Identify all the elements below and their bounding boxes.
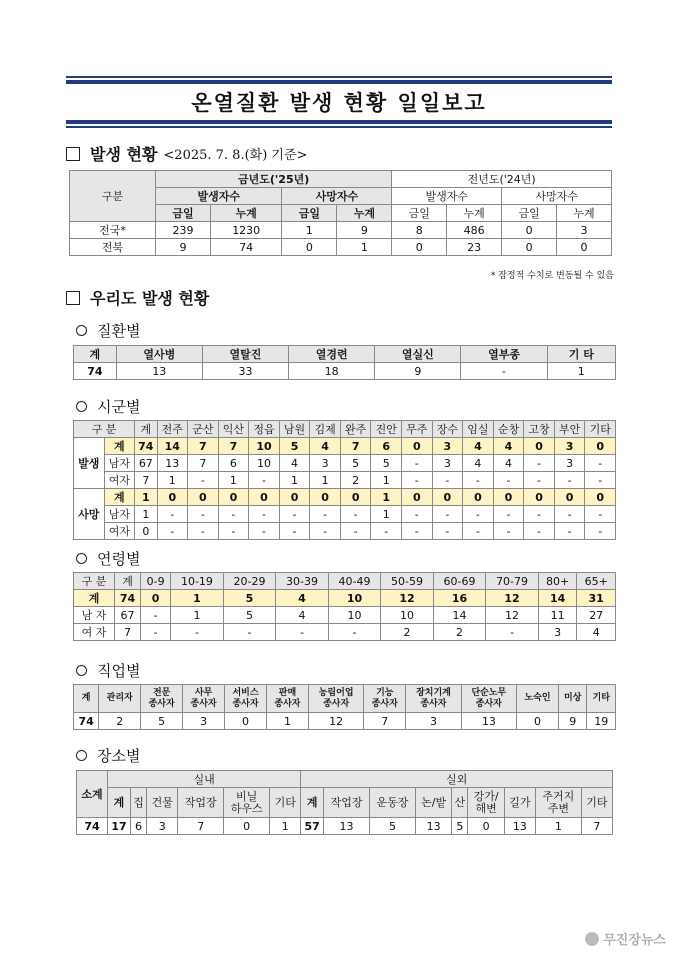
- title-bar: [66, 80, 612, 124]
- circle-icon: [76, 401, 87, 412]
- circle-icon: [76, 665, 87, 676]
- subsection-job: 직업별: [76, 660, 140, 681]
- footnote: * 잠정적 수치로 변동될 수 있음: [490, 271, 614, 281]
- table-row: 전국* 239 1230 1 9 8 486 0 3: [70, 222, 612, 239]
- section-local: 우리도 발생 현황: [66, 286, 209, 309]
- circle-icon: [76, 553, 87, 564]
- city-table: 구 분 계 전주 군산 익산 정읍 남원 김제 완주 진안 무주 장수 임실 순창 고창 부안 기타 발생 계 74 14 7 7 10 5 4 7 6 0 3 4 4 0 3 0 남자 67 13 7 6 10 4 3 5 5 - 3 4 4 - 3 - 여자 7 1 - 1 - 1 1 2 1 - - - - - - - 사망 계 1 0 0 0 0 0 0 0 1 0 0 0 0 0 0 0 남자 1 - - - - - - - 1 - - - - - - - 여자 0 - - - - - - - - - - - - - - -: [73, 420, 616, 540]
- circle-icon: [76, 750, 87, 761]
- disease-table: 계 열사병 열탈진 열경련 열실신 열부종 기 타 74 13 33 18 9 - 1: [73, 345, 616, 380]
- table-row: 전북 9 74 0 1 0 23 0 0: [70, 239, 612, 256]
- table-row: 여자 7 1 - 1 - 1 1 2 1 - - - - - - -: [74, 472, 616, 489]
- table-row: 남자 1 - - - - - - - 1 - - - - - - -: [74, 506, 616, 523]
- section-heading: 발생 현황: [90, 145, 158, 164]
- age-table: 구 분 계 0-9 10-19 20-29 30-39 40-49 50-59 60-69 70-79 80+ 65+ 계 74 0 1 5 4 10 12 16 12 14 31 남 자 67 - 1 5 4 10 10 14 12 11 27 여 자 7 - - - - - 2 2 - 3 4: [73, 572, 616, 641]
- table-row: 남 자 67 - 1 5 4 10 10 14 12 11 27: [74, 607, 616, 624]
- section-occurrence: [66, 142, 307, 165]
- place-table: 소계 실내 실외 계 집 건물 작업장 비닐 하우스 기타 계 작업장 운동장 논/밭 산 강가/ 해변 길가 주거지 주변 기타 74 17 6 3 7 0 1 57 13 5 13 5 0 13 1 7: [76, 770, 613, 835]
- job-table: 계 관리자 전문 종사자 사무 종사자 서비스 종사자 판매 종사자 농림어업 종사자 기능 종사자 장치기계 종사자 단순노무 종사자 노숙인 미상 기타 74 2 5 3 0 1 12 7 3 13 0 9 19: [73, 684, 616, 730]
- checkbox-icon: [66, 291, 80, 305]
- table-row: 계 74 0 1 5 4 10 12 16 12 14 31: [74, 590, 616, 607]
- table-row: 여 자 7 - - - - - 2 2 - 3 4: [74, 624, 616, 641]
- subsection-city: 시군별: [76, 396, 140, 417]
- reference-date: <2025. 7. 8.(화) 기준>: [163, 148, 308, 163]
- page-title: 온열질환 발생 현황 일일보고: [191, 91, 487, 115]
- circle-icon: [76, 325, 87, 336]
- table-row: 여자 0 - - - - - - - - - - - - - - -: [74, 523, 616, 540]
- logo-icon: [585, 932, 599, 946]
- watermark: 무진장뉴스: [585, 929, 666, 948]
- checkbox-icon: [66, 147, 80, 161]
- subsection-place: 장소별: [76, 745, 140, 766]
- table-row: 사망 계 1 0 0 0 0 0 0 0 1 0 0 0 0 0 0 0: [74, 489, 616, 506]
- table-row: 남자 67 13 7 6 10 4 3 5 5 - 3 4 4 - 3 -: [74, 455, 616, 472]
- subsection-age: 연령별: [76, 548, 140, 569]
- subsection-disease: 질환별: [76, 320, 140, 341]
- table-row: 발생 계 74 14 7 7 10 5 4 7 6 0 3 4 4 0 3 0: [74, 438, 616, 455]
- national-table: 구분 금년도('25년) 전년도('24년) 발생자수 사망자수 발생자수 사망자수 금일 누계 금일 누계 금일 누계 금일 누계 전국* 239 1230 1 9 8 486 0 3 전북 9 74 0 1 0 23 0 0: [69, 170, 612, 256]
